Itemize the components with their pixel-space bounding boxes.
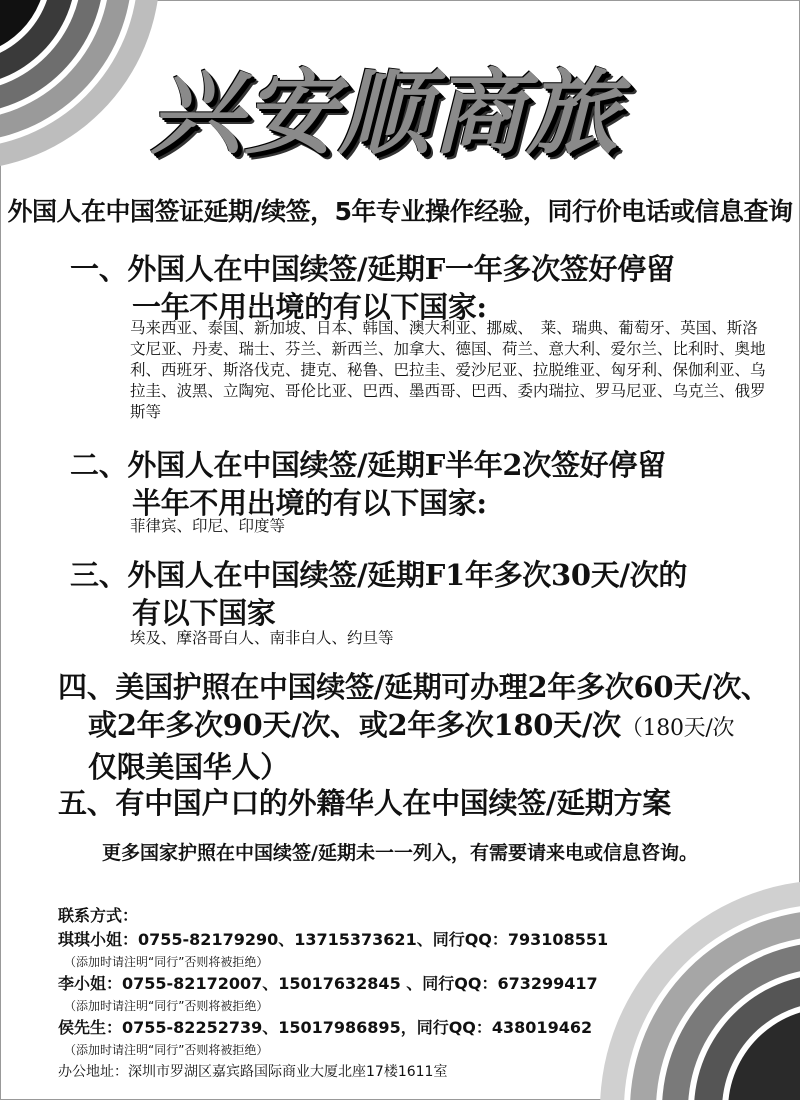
section-4-line3: 仅限美国华人）	[88, 750, 289, 784]
section-2-line1: 外国人在中国续签/延期F半年2次签好停留	[127, 448, 666, 482]
section-1-countries: 马来西亚、泰国、新加坡、日本、韩国、澳大利亚、挪威、 莱、瑞典、葡萄牙、英国、斯洛文尼亚、丹麦、瑞士、芬兰、新西兰、加拿大、德国、荷兰、意大利、爱尔兰、比利时、奥地利、西班牙、斯洛伐克、捷克、秘鲁、巴拉圭、爱沙尼亚、拉脱维亚、匈牙利、保伽利亚、乌拉圭、波黑、立陶宛、哥伦比亚、巴西、墨西哥、巴西、委内瑞拉、罗马尼亚、乌克兰、俄罗斯等	[130, 319, 766, 421]
contact-person-li: 李小姐：0755-82172007、15017632845 、同行QQ：673299417	[58, 974, 598, 993]
section-1-line1: 外国人在中国续签/延期F一年多次签好停留	[127, 252, 675, 286]
section-3-countries: 埃及、摩洛哥白人、南非白人、约旦等	[130, 629, 394, 647]
section-4-number: 四、	[58, 670, 116, 704]
subtitle: 外国人在中国签证延期/续签，5年专业操作经验，同行价电话或信息查询	[7, 197, 793, 226]
section-3	[70, 556, 687, 632]
section-3-line1: 外国人在中国续签/延期F1年多次30天/次的	[127, 558, 688, 592]
section-4-line2-note: （180天/次	[620, 716, 735, 741]
section-1-line2: 一年不用出境的有以下国家:	[132, 290, 487, 324]
section-2-line2: 半年不用出境的有以下国家:	[132, 486, 487, 520]
contact-note: （添加时请注明“同行”否则将被拒绝）	[64, 1043, 269, 1057]
section-5	[58, 784, 671, 822]
section-4-line2: 或2年多次90天/次、或2年多次180天/次	[88, 708, 621, 742]
section-4-line2-row	[58, 706, 770, 748]
section-3-heading	[70, 556, 687, 594]
section-5-number: 五、	[58, 786, 116, 820]
section-3-number: 三、	[70, 558, 128, 592]
section-2-countries: 菲律宾、印尼、印度等	[130, 517, 286, 535]
section-4-line1: 美国护照在中国续签/延期可办理2年多次60天/次、	[115, 670, 770, 704]
section-5-line1: 有中国户口的外籍华人在中国续签/延期方案	[115, 786, 671, 820]
section-2	[70, 446, 666, 522]
contact-note: （添加时请注明“同行”否则将被拒绝）	[64, 999, 269, 1013]
section-3-line2: 有以下国家	[132, 596, 276, 630]
contact-person-qiqi: 琪琪小姐：0755-82179290、13715373621、同行QQ：793108551	[58, 930, 609, 949]
office-address: 办公地址：深圳市罗湖区嘉宾路国际商业大厦北座17楼1611室	[58, 1064, 448, 1080]
section-1-heading	[70, 250, 675, 288]
section-4	[58, 668, 770, 786]
section-1-number: 一、	[70, 252, 128, 286]
section-5-heading	[58, 784, 671, 822]
section-2-number: 二、	[70, 448, 128, 482]
section-1	[70, 250, 675, 326]
contact-person-hou: 侯先生：0755-82252739、15017986895，同行QQ：438019462	[58, 1018, 593, 1037]
contact-block	[58, 904, 698, 1084]
contact-note: （添加时请注明“同行”否则将被拒绝）	[64, 955, 269, 969]
brand-title: 兴安顺商旅	[150, 60, 621, 167]
contact-label: 联系方式：	[58, 906, 139, 925]
section-2-heading	[70, 446, 666, 484]
more-info-line: 更多国家护照在中国续签/延期未一一列入，有需要请来电或信息咨询。	[102, 842, 698, 864]
section-4-heading	[58, 668, 770, 706]
